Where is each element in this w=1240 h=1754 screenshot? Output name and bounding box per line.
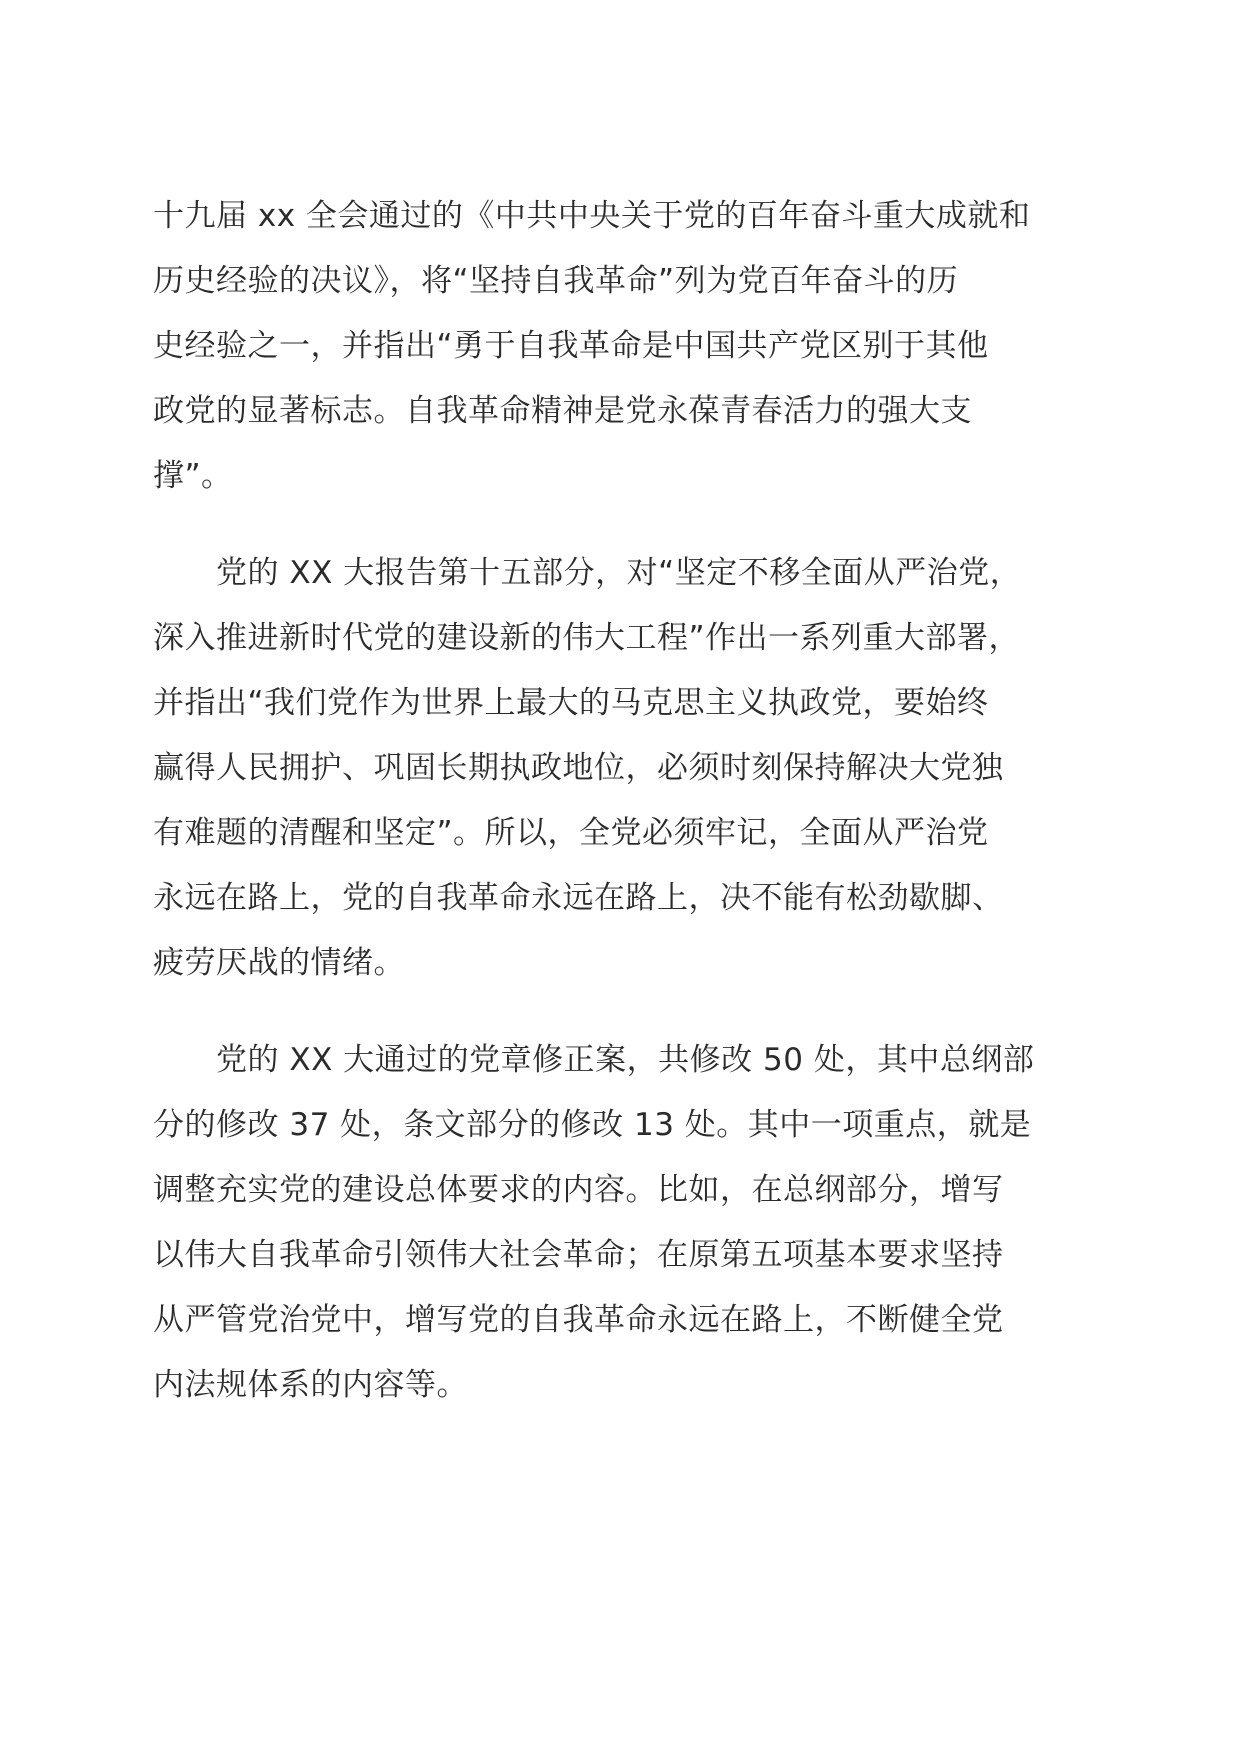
text-line: 从严管党治党中，增写党的自我革命永远在路上，不断健全党 — [153, 1302, 1004, 1338]
text-line: 以伟大自我革命引领伟大社会革命；在原第五项基本要求坚持 — [153, 1237, 1004, 1273]
text-line: 永远在路上，党的自我革命永远在路上，决不能有松劲歇脚、 — [153, 880, 1004, 916]
text-line: 调整充实党的建设总体要求的内容。比如，在总纲部分，增写 — [153, 1172, 1004, 1208]
text-line: 赢得人民拥护、巩固长期执政地位，必须时刻保持解决大党独 — [153, 750, 1004, 786]
text-line: 内法规体系的内容等。 — [153, 1367, 468, 1403]
text-line: 历史经验的决议》，将“坚持自我革命”列为党百年奋斗的历 — [153, 263, 959, 299]
text-line: 党的 XX 大报告第十五部分，对“坚定不移全面从严治党， — [153, 555, 1022, 591]
text-line: 党的 XX 大通过的党章修正案，共修改 50 处，其中总纲部 — [153, 1042, 1035, 1078]
paragraph-3 — [153, 1028, 1093, 1418]
text-line: 深入推进新时代党的建设新的伟大工程”作出一系列重大部署， — [153, 620, 1021, 656]
paragraph-1 — [153, 184, 1093, 509]
document-body — [153, 184, 1093, 1418]
text-line: 十九届 xx 全会通过的《中共中央关于党的百年奋斗重大成就和 — [153, 198, 1031, 234]
text-line: 并指出“我们党作为世界上最大的马克思主义执政党，要始终 — [153, 685, 989, 721]
text-line: 撑”。 — [153, 458, 233, 494]
text-line: 有难题的清醒和坚定”。所以，全党必须牢记，全面从严治党 — [153, 815, 989, 851]
text-line: 分的修改 37 处，条文部分的修改 13 处。其中一项重点，就是 — [153, 1107, 1032, 1143]
paragraph-2 — [153, 541, 1093, 996]
text-line: 史经验之一，并指出“勇于自我革命是中国共产党区别于其他 — [153, 328, 989, 364]
text-line: 政党的显著标志。自我革命精神是党永葆青春活力的强大支 — [153, 393, 972, 429]
text-line: 疲劳厌战的情绪。 — [153, 945, 405, 981]
